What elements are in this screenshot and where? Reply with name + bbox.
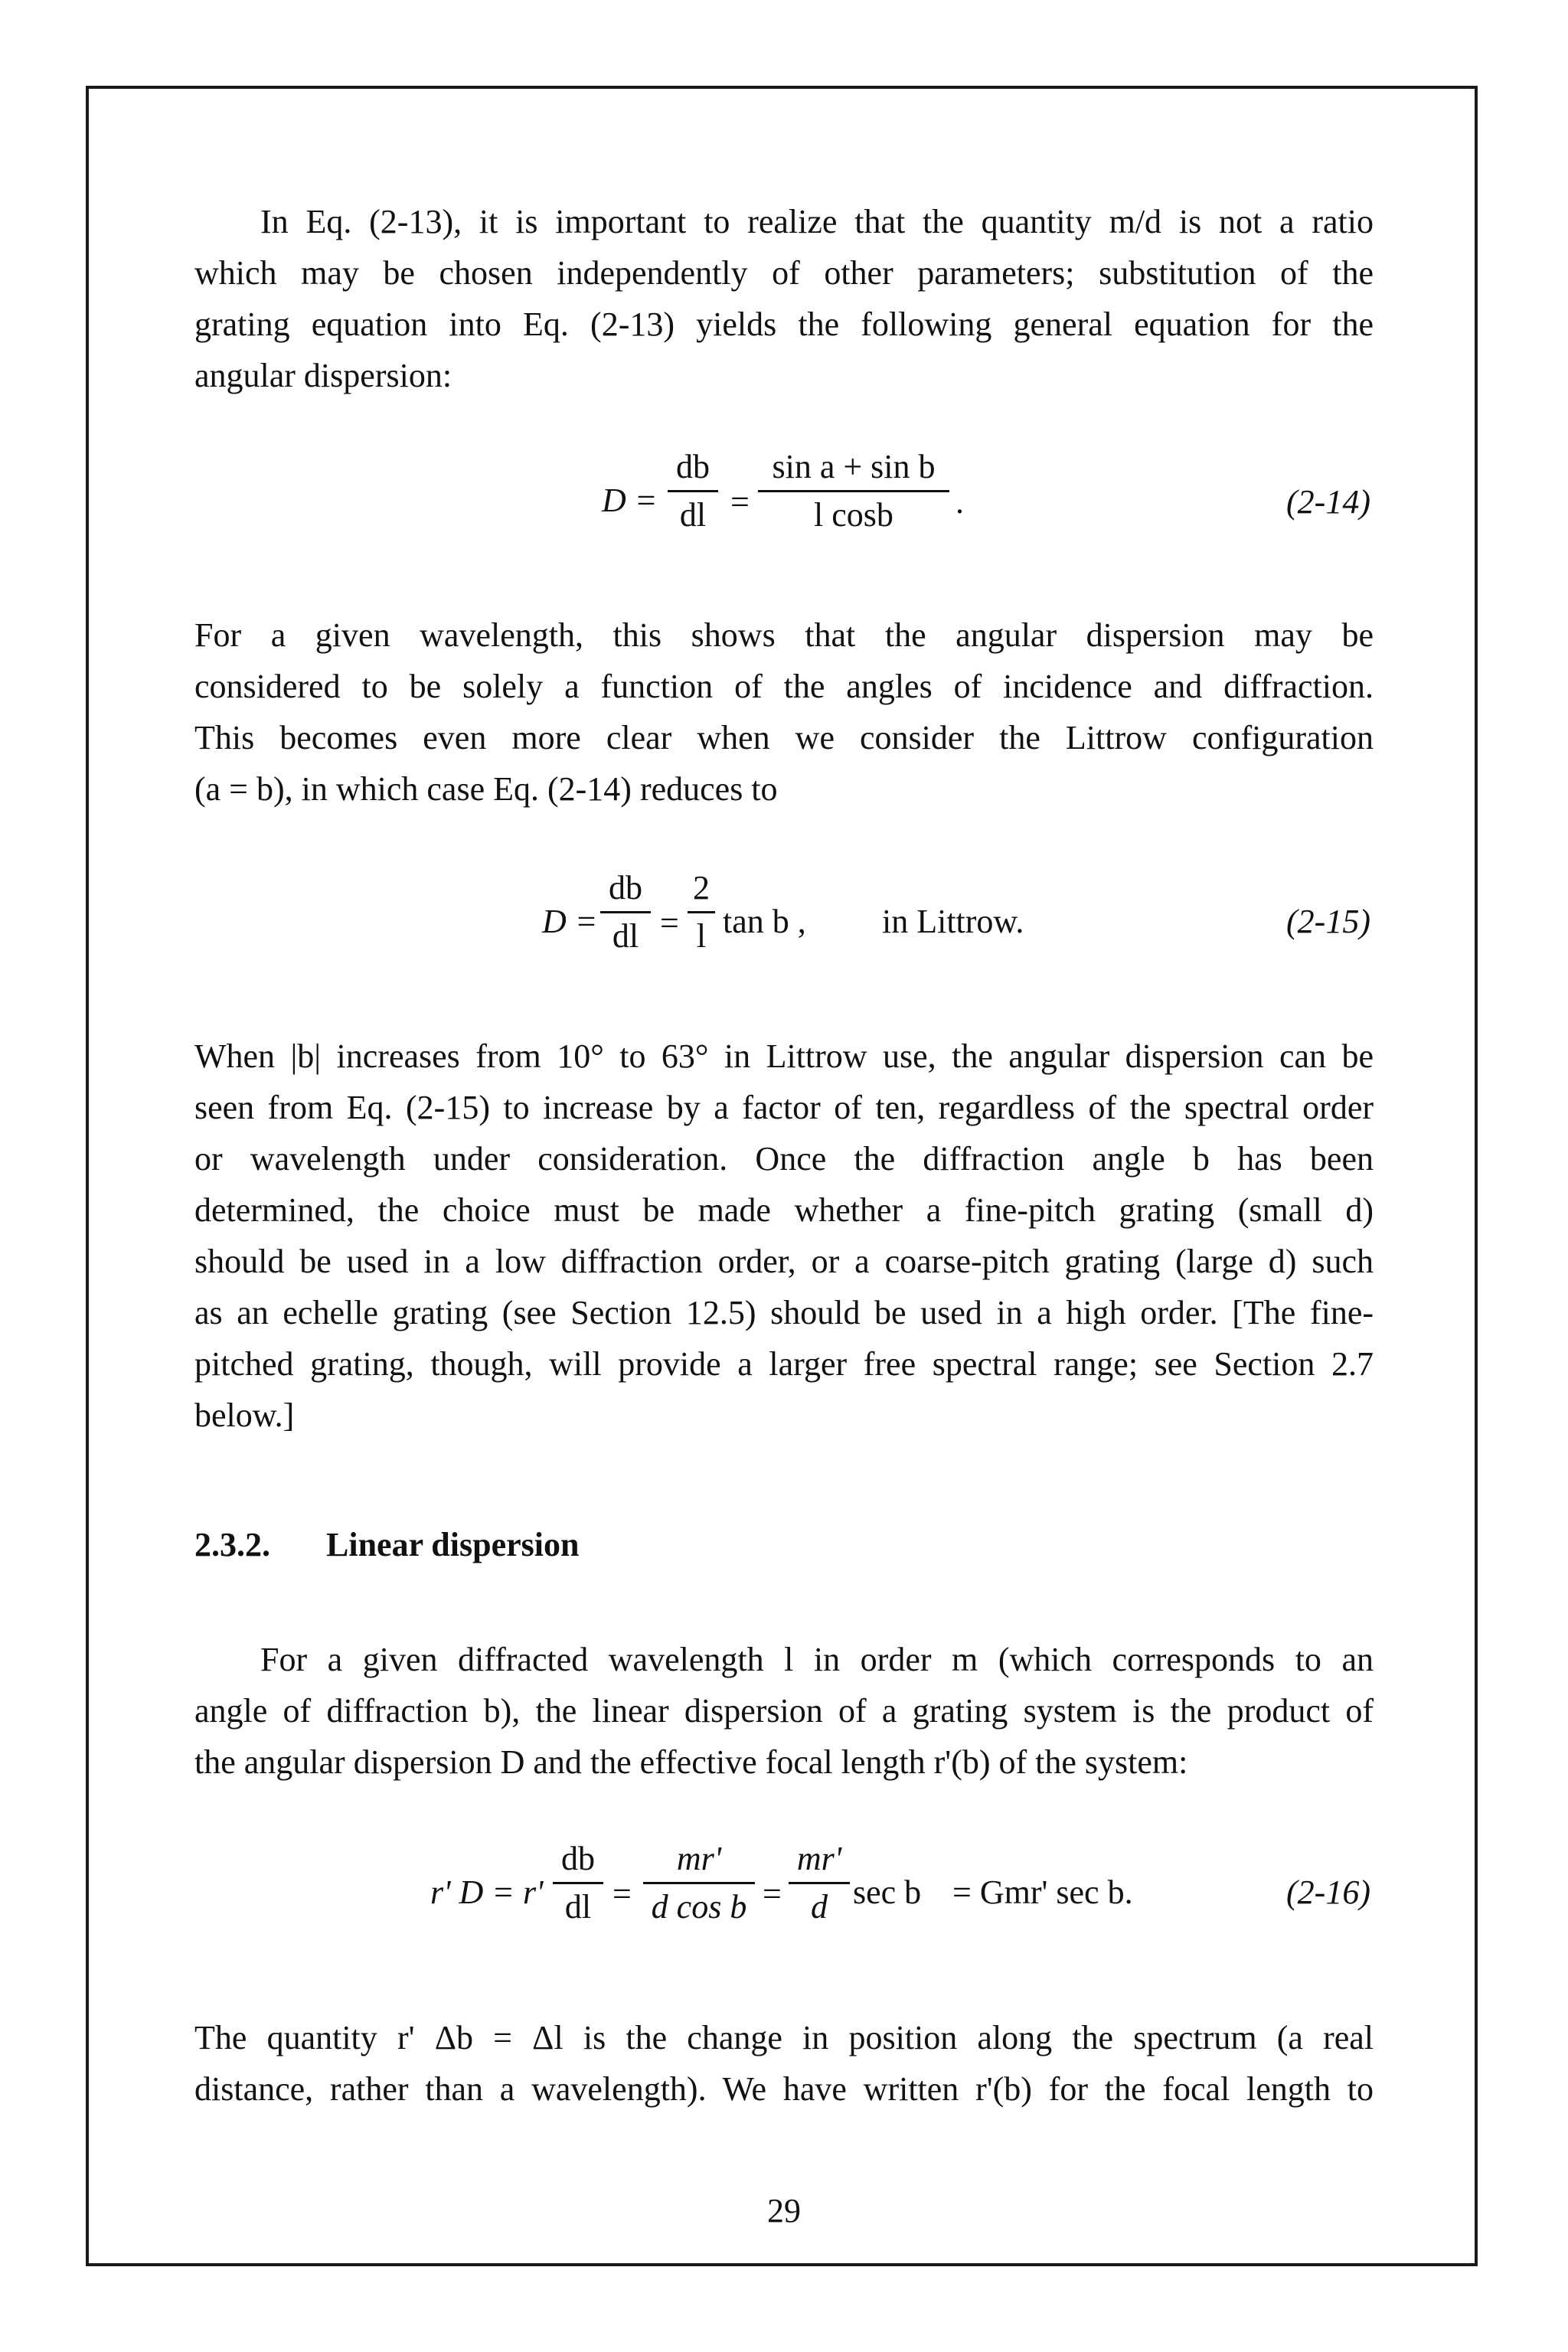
- text-line: seen from Eq. (2-15) to increase by a factor of ten, regardless of the spectral order: [194, 1089, 1374, 1126]
- fraction-mr-over-dcos: [643, 1842, 755, 1924]
- paragraph-3: [194, 1031, 1374, 1441]
- text-line: This becomes even more clear when we consider the Littrow configuration: [194, 719, 1374, 756]
- denominator: d: [811, 1888, 828, 1926]
- equation-number: (2-15): [1286, 903, 1370, 940]
- numerator: db: [561, 1840, 595, 1877]
- tan-term: tan b ,: [723, 903, 806, 940]
- period: .: [956, 483, 964, 521]
- denominator: d cos b: [651, 1888, 747, 1926]
- fraction-db-dl: [600, 871, 651, 953]
- text-line: should be used in a low diffraction order, or a coarse-pitch grating (large d) such: [194, 1243, 1374, 1280]
- equation-number: (2-14): [1286, 483, 1370, 521]
- numerator: sin a + sin b: [772, 448, 936, 485]
- text-line: below.]: [194, 1396, 295, 1434]
- text-line: For a given wavelength, this shows that the angular dispersion may be: [194, 616, 1374, 654]
- equals-sign: =: [763, 1875, 782, 1913]
- equals-sign: =: [660, 904, 679, 942]
- paragraph-5: [194, 2012, 1374, 2115]
- paragraph-4: [194, 1634, 1374, 1788]
- text-line: pitched grating, though, will provide a larger free spectral range; see Section 2.7: [194, 1345, 1374, 1383]
- fraction-bar: [553, 1882, 603, 1884]
- fraction-db-dl: [668, 450, 718, 532]
- equals-sign: =: [730, 483, 750, 521]
- paragraph-1: [194, 196, 1374, 401]
- fraction-bar: [643, 1882, 755, 1884]
- section-number: 2.3.2.: [194, 1526, 270, 1563]
- numerator: mr': [676, 1840, 722, 1877]
- equation-lhs: D =: [542, 903, 598, 940]
- text-line: distance, rather than a wavelength). We have written r'(b) for the focal length to: [194, 2070, 1374, 2108]
- numerator: db: [609, 869, 642, 906]
- denominator: l: [696, 917, 707, 955]
- equals-sign: =: [612, 1875, 632, 1913]
- text-line: considered to be solely a function of the angles of incidence and diffraction.: [194, 668, 1374, 705]
- text-line: which may be chosen independently of other parameters; substitution of the: [194, 254, 1374, 292]
- section-title: Linear dispersion: [326, 1526, 580, 1563]
- fraction-bar: [600, 911, 651, 913]
- fraction-bar: [688, 911, 715, 913]
- littrow-note: in Littrow.: [882, 903, 1024, 940]
- text-line: the angular dispersion D and the effective focal length r'(b) of the system:: [194, 1743, 1188, 1781]
- text-line: grating equation into Eq. (2-13) yields the following general equation for the: [194, 305, 1374, 343]
- numerator: 2: [693, 869, 710, 906]
- text-line: When |b| increases from 10° to 63° in Littrow use, the angular dispersion can be: [194, 1037, 1374, 1075]
- equation-number: (2-16): [1286, 1873, 1370, 1911]
- denominator: dl: [612, 917, 639, 955]
- equation-2-16: [0, 1834, 1568, 1988]
- denominator: dl: [679, 496, 707, 534]
- text-line: as an echelle grating (see Section 12.5) should be used in a high order. [The fine-: [194, 1294, 1374, 1331]
- fraction-db-dl: [553, 1842, 603, 1924]
- fraction-mr-over-d: [789, 1842, 850, 1924]
- fraction-bar: [789, 1882, 850, 1884]
- paragraph-2: [194, 609, 1374, 815]
- fraction-bar: [668, 490, 718, 492]
- text-line: The quantity r' Δb = Δl is the change in position along the spectrum (a real: [194, 2019, 1374, 2056]
- fraction-sin-sum: [758, 450, 949, 532]
- fraction-2-over-l: [688, 871, 715, 953]
- denominator: dl: [564, 1888, 592, 1926]
- equation-lhs: r' D = r': [430, 1873, 544, 1911]
- fraction-bar: [758, 490, 949, 492]
- text-line: angular dispersion:: [194, 357, 452, 394]
- sec-term: sec b: [853, 1873, 922, 1911]
- equation-2-15: [0, 862, 1568, 1015]
- text-line: angle of diffraction b), the linear dispersion of a grating system is the product of: [194, 1692, 1374, 1730]
- numerator: db: [676, 448, 710, 485]
- page-number: 29: [767, 2192, 801, 2230]
- denominator: l cosb: [814, 496, 893, 534]
- equation-2-14: [0, 443, 1568, 596]
- equation-rhs: = Gmr' sec b.: [952, 1873, 1133, 1911]
- text-line: For a given diffracted wavelength l in order m (which corresponds to an: [260, 1641, 1374, 1678]
- equation-lhs: D =: [602, 482, 658, 519]
- text-line: determined, the choice must be made whether a fine-pitch grating (small d): [194, 1191, 1374, 1229]
- text-line: In Eq. (2-13), it is important to realize that the quantity m/d is not a ratio: [260, 203, 1374, 240]
- text-line: or wavelength under consideration. Once the diffraction angle b has been: [194, 1140, 1374, 1178]
- text-line: (a = b), in which case Eq. (2-14) reduces to: [194, 770, 778, 808]
- numerator: mr': [796, 1840, 842, 1877]
- section-heading: [194, 1525, 579, 1564]
